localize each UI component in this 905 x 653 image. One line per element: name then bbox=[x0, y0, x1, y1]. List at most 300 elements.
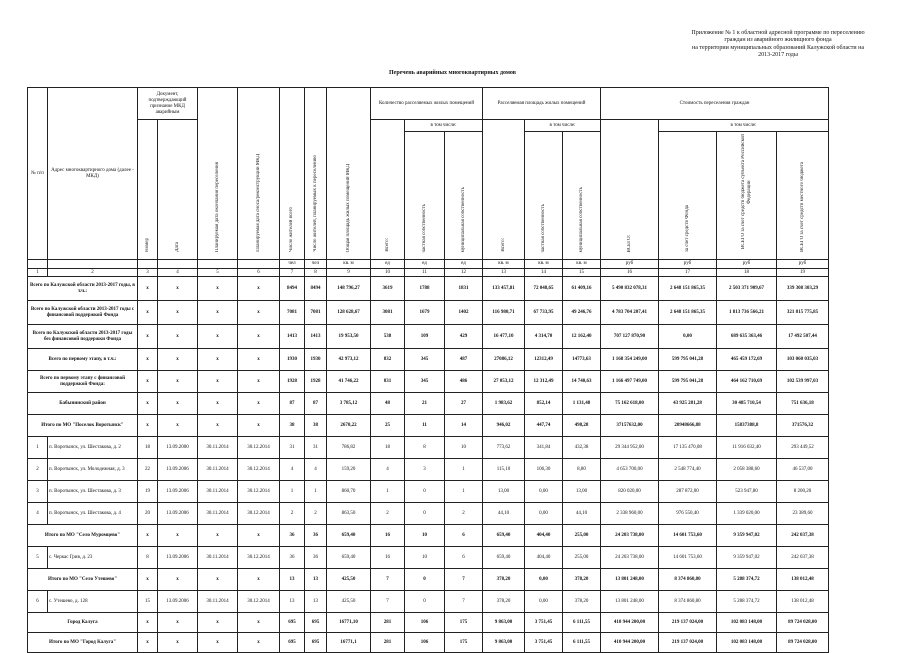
table-cell: 659,40 bbox=[483, 525, 525, 547]
table-cell: 14 601 753,60 bbox=[659, 525, 717, 547]
table-cell: 15837388,8 bbox=[717, 415, 777, 437]
table-cell: 8494 bbox=[305, 277, 327, 301]
table-cell: 0 bbox=[405, 569, 445, 591]
table-cell: 106 bbox=[405, 613, 445, 633]
table-cell: х bbox=[158, 415, 198, 437]
table-cell: х bbox=[238, 415, 280, 437]
table-cell: 13 bbox=[305, 569, 327, 591]
table-cell: х bbox=[138, 349, 158, 371]
table-cell: 14 bbox=[445, 415, 483, 437]
table-cell: 487 bbox=[445, 349, 483, 371]
header-cost-group: Стоимость переселения граждан bbox=[601, 88, 829, 120]
table-cell: 281 bbox=[371, 633, 405, 653]
table-cell: 4 bbox=[305, 459, 327, 481]
header-num: № п/п bbox=[28, 88, 48, 260]
table-cell: 378,20 bbox=[563, 569, 601, 591]
table-cell: 860,70 bbox=[327, 481, 371, 503]
table-cell: 1413 bbox=[280, 325, 305, 349]
table-cell: х bbox=[238, 349, 280, 371]
unit-cell: руб bbox=[717, 260, 777, 269]
appendix-note-line: граждан из аварийного жилищного фонда bbox=[724, 37, 832, 44]
table-cell: 17 492 507,44 bbox=[777, 325, 829, 349]
table-cell: 255,00 bbox=[563, 525, 601, 547]
table-cell: 12312,49 bbox=[525, 349, 563, 371]
table-cell: 0,00 bbox=[525, 569, 563, 591]
unit-cell: кв. м bbox=[563, 260, 601, 269]
column-number-cell: 4 bbox=[158, 269, 198, 277]
table-cell: 1 339 020,00 bbox=[717, 503, 777, 525]
table-cell: 3081 bbox=[371, 301, 405, 325]
table-cell: 498,28 bbox=[563, 415, 601, 437]
table-cell: х bbox=[138, 277, 158, 301]
table-cell: 31 bbox=[280, 437, 305, 459]
header-plan-demolish: Планируемая дата сноса/реконструкции МКД bbox=[238, 88, 280, 260]
table-cell: 13 801 248,00 bbox=[601, 569, 659, 591]
table-cell: 1413 bbox=[305, 325, 327, 349]
table-cell: 30.11.2014 bbox=[198, 459, 238, 481]
table-row bbox=[28, 481, 829, 503]
table-cell: 689 635 363,46 bbox=[717, 325, 777, 349]
header-plan-end: Планируемая дата окончания переселения bbox=[198, 88, 238, 260]
table-cell: 36 bbox=[305, 525, 327, 547]
unit-cell: руб bbox=[777, 260, 829, 269]
header-count-group: Количество расселяемых жилых помещений bbox=[371, 88, 483, 120]
table-cell: 5 288 374,72 bbox=[717, 591, 777, 613]
table-cell: 13 bbox=[280, 591, 305, 613]
table-cell: 175 bbox=[445, 633, 483, 653]
table-cell: 7 bbox=[371, 569, 405, 591]
table-cell: 3 bbox=[28, 481, 48, 503]
table-cell: х bbox=[198, 525, 238, 547]
table-cell: 2670,22 bbox=[327, 415, 371, 437]
table-cell: 2 058 388,60 bbox=[717, 459, 777, 481]
table-cell: 1930 bbox=[305, 349, 327, 371]
table-cell: 7081 bbox=[280, 301, 305, 325]
table-cell: 22 bbox=[138, 459, 158, 481]
table-cell: 8,80 bbox=[563, 459, 601, 481]
header-doc: Документ, подтверждающий признание МКД аварийным bbox=[138, 88, 198, 120]
table-cell: 102 083 148,00 bbox=[717, 613, 777, 633]
header-count-incl: в том числе: bbox=[405, 120, 483, 132]
table-cell: 16 bbox=[371, 525, 405, 547]
table-cell: х bbox=[198, 393, 238, 415]
table-cell: 410 944 200,00 bbox=[601, 633, 659, 653]
table-cell: 219 137 024,00 bbox=[659, 633, 717, 653]
table-cell: 13,00 bbox=[483, 481, 525, 503]
table-cell: 659,40 bbox=[483, 547, 525, 569]
header-area-total: Общая площадь жилых помещений МКД bbox=[327, 88, 371, 260]
table-cell: 486 bbox=[445, 371, 483, 393]
header-area-municipal: муниципальная собственность bbox=[563, 132, 601, 260]
table-cell: 42 973,12 bbox=[327, 349, 371, 371]
table-row bbox=[28, 633, 829, 653]
unit-cell: кв. м bbox=[525, 260, 563, 269]
table-cell: 0,00 bbox=[525, 591, 563, 613]
header-count-total: Всего: bbox=[371, 120, 405, 260]
table-cell: 5 490 832 078,31 bbox=[601, 277, 659, 301]
table-cell: 36 bbox=[280, 525, 305, 547]
table-cell: 8494 bbox=[280, 277, 305, 301]
table-cell: 19 bbox=[138, 481, 158, 503]
table-cell: 1 813 736 566,21 bbox=[717, 301, 777, 325]
table-cell: 1 166 497 749,00 bbox=[601, 371, 659, 393]
table-cell: 128 628,67 bbox=[327, 301, 371, 325]
table-cell: 3 bbox=[405, 459, 445, 481]
column-numbers-row bbox=[28, 269, 829, 277]
table-cell: х bbox=[198, 633, 238, 653]
table-cell: 29 344 952,00 bbox=[601, 437, 659, 459]
table-cell: 8 bbox=[138, 547, 158, 569]
table-cell: 293 449,52 bbox=[777, 437, 829, 459]
table-cell: 2 bbox=[280, 503, 305, 525]
table-cell: 1 bbox=[371, 481, 405, 503]
table-cell: 13,00 bbox=[563, 481, 601, 503]
table-cell: 30.12.2014 bbox=[238, 591, 280, 613]
row-label: Итого по МО "Село Утешево" bbox=[28, 569, 138, 591]
table-cell: 27 bbox=[445, 393, 483, 415]
table-cell: 30.12.2014 bbox=[238, 437, 280, 459]
table-cell: 0 bbox=[405, 591, 445, 613]
table-cell: 13.09.2006 bbox=[158, 591, 198, 613]
table-cell: х bbox=[158, 349, 198, 371]
table-cell: 695 bbox=[305, 633, 327, 653]
table-cell: 30.12.2014 bbox=[238, 481, 280, 503]
appendix-note-line: на территории муниципальных образований Калужской области на bbox=[692, 44, 864, 51]
table-cell: 321 815 775,85 bbox=[777, 301, 829, 325]
table-cell: 30 485 710,54 bbox=[717, 393, 777, 415]
table-cell: 30.12.2014 bbox=[238, 503, 280, 525]
table-cell: х bbox=[238, 569, 280, 591]
address-cell: п. Воротынск, ул. Молодежная, д. 3 bbox=[48, 459, 138, 481]
table-cell: х bbox=[158, 371, 198, 393]
table-cell: 447,74 bbox=[525, 415, 563, 437]
table-cell: 103 060 035,03 bbox=[777, 349, 829, 371]
table-cell: 3 751,45 bbox=[525, 613, 563, 633]
table-cell: х bbox=[198, 301, 238, 325]
table-cell: 10 bbox=[445, 437, 483, 459]
column-number-cell: 17 bbox=[659, 269, 717, 277]
table-cell: 2 648 151 865,35 bbox=[659, 301, 717, 325]
table-row bbox=[28, 415, 829, 437]
table-cell: 432,38 bbox=[563, 437, 601, 459]
table-cell: х bbox=[138, 393, 158, 415]
table-cell: 0,00 bbox=[525, 503, 563, 525]
table-cell: х bbox=[238, 277, 280, 301]
table-cell: 8 bbox=[405, 437, 445, 459]
table-cell: 14 740,63 bbox=[563, 371, 601, 393]
table-cell: х bbox=[198, 415, 238, 437]
table-cell: 13 801 248,00 bbox=[601, 591, 659, 613]
table-cell: 24 203 738,00 bbox=[601, 547, 659, 569]
table-cell: 378,20 bbox=[483, 569, 525, 591]
unit-cell bbox=[138, 260, 158, 269]
table-row bbox=[28, 569, 829, 591]
table-cell: х bbox=[238, 371, 280, 393]
table-cell: х bbox=[238, 525, 280, 547]
header-cost-all: ВСЕГО: bbox=[601, 120, 659, 260]
table-cell: 852,14 bbox=[525, 393, 563, 415]
table-cell: 0,00 bbox=[525, 481, 563, 503]
table-cell: 4 bbox=[28, 503, 48, 525]
table-cell: 287 872,00 bbox=[659, 481, 717, 503]
table-cell: 9 359 947,02 bbox=[717, 547, 777, 569]
table-cell: 75 162 618,00 bbox=[601, 393, 659, 415]
table-cell: 378,20 bbox=[483, 591, 525, 613]
table-cell: 102 539 997,03 bbox=[777, 371, 829, 393]
column-number-cell: 7 bbox=[280, 269, 305, 277]
table-row bbox=[28, 459, 829, 481]
table-row bbox=[28, 301, 829, 325]
column-number-cell: 8 bbox=[305, 269, 327, 277]
table-cell: 19 953,50 bbox=[327, 325, 371, 349]
table-cell: х bbox=[138, 633, 158, 653]
table-cell: 1 131,48 bbox=[563, 393, 601, 415]
document-title: Перечень аварийных многоквартирных домов bbox=[389, 70, 516, 76]
table-cell: 30.11.2014 bbox=[198, 481, 238, 503]
table-cell: 133 457,81 bbox=[483, 277, 525, 301]
column-number-cell: 12 bbox=[445, 269, 483, 277]
table-cell: 116 980,71 bbox=[483, 301, 525, 325]
table-cell: 13.09.2000 bbox=[158, 437, 198, 459]
units-row bbox=[28, 260, 829, 269]
table-cell: х bbox=[238, 633, 280, 653]
column-number-cell: 11 bbox=[405, 269, 445, 277]
table-cell: 773,62 bbox=[483, 437, 525, 459]
table-cell: 67 733,95 bbox=[525, 301, 563, 325]
table-cell: 175 bbox=[445, 613, 483, 633]
table-cell: 3 751,45 bbox=[525, 633, 563, 653]
header-cost-fund: за счет средств Фонда bbox=[659, 132, 717, 260]
table-cell: 16771,10 bbox=[327, 613, 371, 633]
row-label: Всего по Калужской области 2013-2017 годы без финансовой поддержки Фонда bbox=[28, 325, 138, 349]
table-cell: х bbox=[198, 277, 238, 301]
table-cell: 4 783 704 207,41 bbox=[601, 301, 659, 325]
table-cell: х bbox=[138, 569, 158, 591]
table-cell: 9 359 947,02 bbox=[717, 525, 777, 547]
table-cell: 18 bbox=[138, 437, 158, 459]
table-cell: 425,50 bbox=[327, 591, 371, 613]
table-cell: х bbox=[138, 301, 158, 325]
table-cell: 976 550,40 bbox=[659, 503, 717, 525]
table-cell: 109 bbox=[405, 325, 445, 349]
table-cell: 4 653 700,00 bbox=[601, 459, 659, 481]
table-cell: х bbox=[158, 633, 198, 653]
table-cell: 38 bbox=[280, 415, 305, 437]
table-cell: 9 863,00 bbox=[483, 633, 525, 653]
table-cell: 87 bbox=[305, 393, 327, 415]
table-cell: 371576,32 bbox=[777, 415, 829, 437]
table-cell: 16 477,10 bbox=[483, 325, 525, 349]
table-cell: 378,20 bbox=[563, 591, 601, 613]
table-cell: х bbox=[238, 393, 280, 415]
table-cell: 2 503 371 909,67 bbox=[717, 277, 777, 301]
table-cell: 159,20 bbox=[327, 459, 371, 481]
table-cell: 2 bbox=[305, 503, 327, 525]
table-cell: 1 bbox=[445, 459, 483, 481]
table-cell: 695 bbox=[280, 633, 305, 653]
table-cell: 138 012,48 bbox=[777, 591, 829, 613]
table-cell: 30.11.2014 bbox=[198, 591, 238, 613]
table-cell: 30.12.2014 bbox=[238, 459, 280, 481]
unit-cell: кв. м bbox=[327, 260, 371, 269]
table-cell: 820 020,00 bbox=[601, 481, 659, 503]
table-cell: 11 bbox=[405, 415, 445, 437]
table-cell: х bbox=[198, 371, 238, 393]
table-cell: 13.09.2006 bbox=[158, 481, 198, 503]
table-cell: 659,40 bbox=[327, 525, 371, 547]
table-cell: 1 bbox=[280, 481, 305, 503]
table-cell: 2 bbox=[371, 503, 405, 525]
table-cell: 0 bbox=[405, 503, 445, 525]
row-label: Итого по МО "Город Калуга" bbox=[28, 633, 138, 653]
header-area-incl: в том числе: bbox=[525, 120, 601, 132]
table-cell: 18 bbox=[371, 437, 405, 459]
table-cell: 44,10 bbox=[483, 503, 525, 525]
table-cell: х bbox=[158, 301, 198, 325]
row-label: Всего по первому этапу с финансовой поддержкой Фонда: bbox=[28, 371, 138, 393]
table-cell: х bbox=[138, 371, 158, 393]
table-cell: х bbox=[158, 613, 198, 633]
header-address: Адрес многоквартирного дома (далее - МКД) bbox=[48, 88, 138, 260]
table-cell: 27 053,12 bbox=[483, 371, 525, 393]
table-cell: 16 bbox=[371, 547, 405, 569]
table-cell: 1831 bbox=[445, 277, 483, 301]
unit-cell: руб bbox=[601, 260, 659, 269]
table-cell: 281 bbox=[371, 613, 405, 633]
table-cell: 1 983,62 bbox=[483, 393, 525, 415]
table-cell: 0,00 bbox=[659, 325, 717, 349]
table-cell: 2 548 774,40 bbox=[659, 459, 717, 481]
row-label: Итого по МО "Село Муромцево" bbox=[28, 525, 138, 547]
column-number-cell: 10 bbox=[371, 269, 405, 277]
table-cell: 695 bbox=[305, 613, 327, 633]
table-cell: 659,40 bbox=[327, 547, 371, 569]
address-cell: п. Воротынск, ул. Шестакова, д. 2 bbox=[48, 437, 138, 459]
table-cell: х bbox=[158, 525, 198, 547]
column-number-cell: 2 bbox=[48, 269, 138, 277]
table-cell: 27086,12 bbox=[483, 349, 525, 371]
table-cell: 8 374 860,80 bbox=[659, 569, 717, 591]
table-cell: 61 409,16 bbox=[563, 277, 601, 301]
table-cell: 24 203 738,00 bbox=[601, 525, 659, 547]
table-cell: 2 338 960,00 bbox=[601, 503, 659, 525]
table-cell: 10 bbox=[405, 547, 445, 569]
table-cell: 13.09.2006 bbox=[158, 547, 198, 569]
table-cell: 1930 bbox=[280, 349, 305, 371]
unit-cell bbox=[48, 260, 138, 269]
table-cell: 31 bbox=[305, 437, 327, 459]
header-cost-incl: в том числе: bbox=[659, 120, 829, 132]
column-number-cell: 1 bbox=[28, 269, 48, 277]
table-cell: 72 048,65 bbox=[525, 277, 563, 301]
table-cell: 599 795 041,28 bbox=[659, 371, 717, 393]
row-label: Всего по первому этапу, в т.ч.: bbox=[28, 349, 138, 371]
table-cell: 41 746,22 bbox=[327, 371, 371, 393]
table-cell: 12 312,49 bbox=[525, 371, 563, 393]
table-cell: 43 925 281,28 bbox=[659, 393, 717, 415]
table-cell: 1 bbox=[28, 437, 48, 459]
header-area-private: частная собственность bbox=[525, 132, 563, 260]
table-cell: 255,00 bbox=[563, 547, 601, 569]
header-area-sum: Всего: bbox=[483, 120, 525, 260]
table-cell: 7 bbox=[371, 591, 405, 613]
column-number-cell: 15 bbox=[563, 269, 601, 277]
table-cell: 48 bbox=[371, 393, 405, 415]
table-cell: 106,30 bbox=[525, 459, 563, 481]
table-cell: 89 724 028,00 bbox=[777, 633, 829, 653]
table-cell: 404,40 bbox=[525, 547, 563, 569]
table-cell: 946,02 bbox=[483, 415, 525, 437]
table-cell: х bbox=[198, 613, 238, 633]
row-label: Итого по МО "Поселок Воротынск" bbox=[28, 415, 138, 437]
table-cell: 46 537,00 bbox=[777, 459, 829, 481]
table-cell: х bbox=[138, 613, 158, 633]
table-row bbox=[28, 349, 829, 371]
header-count-private: частная собственность bbox=[405, 132, 445, 260]
table-cell: 8 200,20 bbox=[777, 481, 829, 503]
table-cell: 87 bbox=[280, 393, 305, 415]
unit-cell: чел bbox=[305, 260, 327, 269]
header-cost-local: ВСЕГО за счет средств местного бюджета bbox=[777, 132, 829, 260]
emergency-housing-table bbox=[27, 87, 829, 653]
appendix-note-line: Приложение № 1 к областной адресной программе по переселению bbox=[691, 30, 865, 36]
table-cell: 599 795 041,28 bbox=[659, 349, 717, 371]
table-cell: 831 bbox=[371, 371, 405, 393]
table-cell: 21 bbox=[405, 393, 445, 415]
table-cell: х bbox=[138, 325, 158, 349]
table-cell: 1679 bbox=[405, 301, 445, 325]
row-label: Бабынинский район bbox=[28, 393, 138, 415]
table-cell: х bbox=[138, 525, 158, 547]
header-doc-date: Дата bbox=[158, 120, 198, 260]
table-cell: 20 bbox=[138, 503, 158, 525]
table-cell: 6 bbox=[445, 547, 483, 569]
unit-cell bbox=[158, 260, 198, 269]
column-number-cell: 9 bbox=[327, 269, 371, 277]
column-number-cell: 3 bbox=[138, 269, 158, 277]
table-cell: 13 bbox=[305, 591, 327, 613]
table-cell: 242 037,38 bbox=[777, 525, 829, 547]
table-cell: 5 bbox=[28, 547, 48, 569]
table-cell: 138 012,48 bbox=[777, 569, 829, 591]
table-cell: 707 127 870,90 bbox=[601, 325, 659, 349]
address-cell: п. Воротынск, ул. Шестакова, д. 3 bbox=[48, 481, 138, 503]
table-cell: 832 bbox=[371, 349, 405, 371]
row-label: Всего по Калужской области 2013-2017 годы с финансовой поддержкой Фонда bbox=[28, 301, 138, 325]
table-cell: х bbox=[138, 415, 158, 437]
table-cell: 30.11.2014 bbox=[198, 547, 238, 569]
header-doc-number: Номер bbox=[138, 120, 158, 260]
table-row bbox=[28, 371, 829, 393]
table-row bbox=[28, 613, 829, 633]
table-cell: 4 bbox=[371, 459, 405, 481]
table-cell: 148 796,27 bbox=[327, 277, 371, 301]
table-cell: 464 162 710,69 bbox=[717, 371, 777, 393]
table-cell: 1928 bbox=[280, 371, 305, 393]
unit-cell bbox=[28, 260, 48, 269]
row-label: Всего по Калужской области 2013-2017 годы, в т.ч.: bbox=[28, 277, 138, 301]
column-number-cell: 18 bbox=[717, 269, 777, 277]
table-cell: 44,10 bbox=[563, 503, 601, 525]
appendix-note-line: 2013-2017 годы bbox=[758, 52, 798, 59]
table-cell: х bbox=[158, 277, 198, 301]
table-row bbox=[28, 525, 829, 547]
table-cell: 5 288 374,72 bbox=[717, 569, 777, 591]
address-cell: п. Воротынск, ул. Шестакова, д. 4 bbox=[48, 503, 138, 525]
table-cell: 14773,63 bbox=[563, 349, 601, 371]
unit-cell: ед bbox=[445, 260, 483, 269]
table-cell: х bbox=[238, 613, 280, 633]
